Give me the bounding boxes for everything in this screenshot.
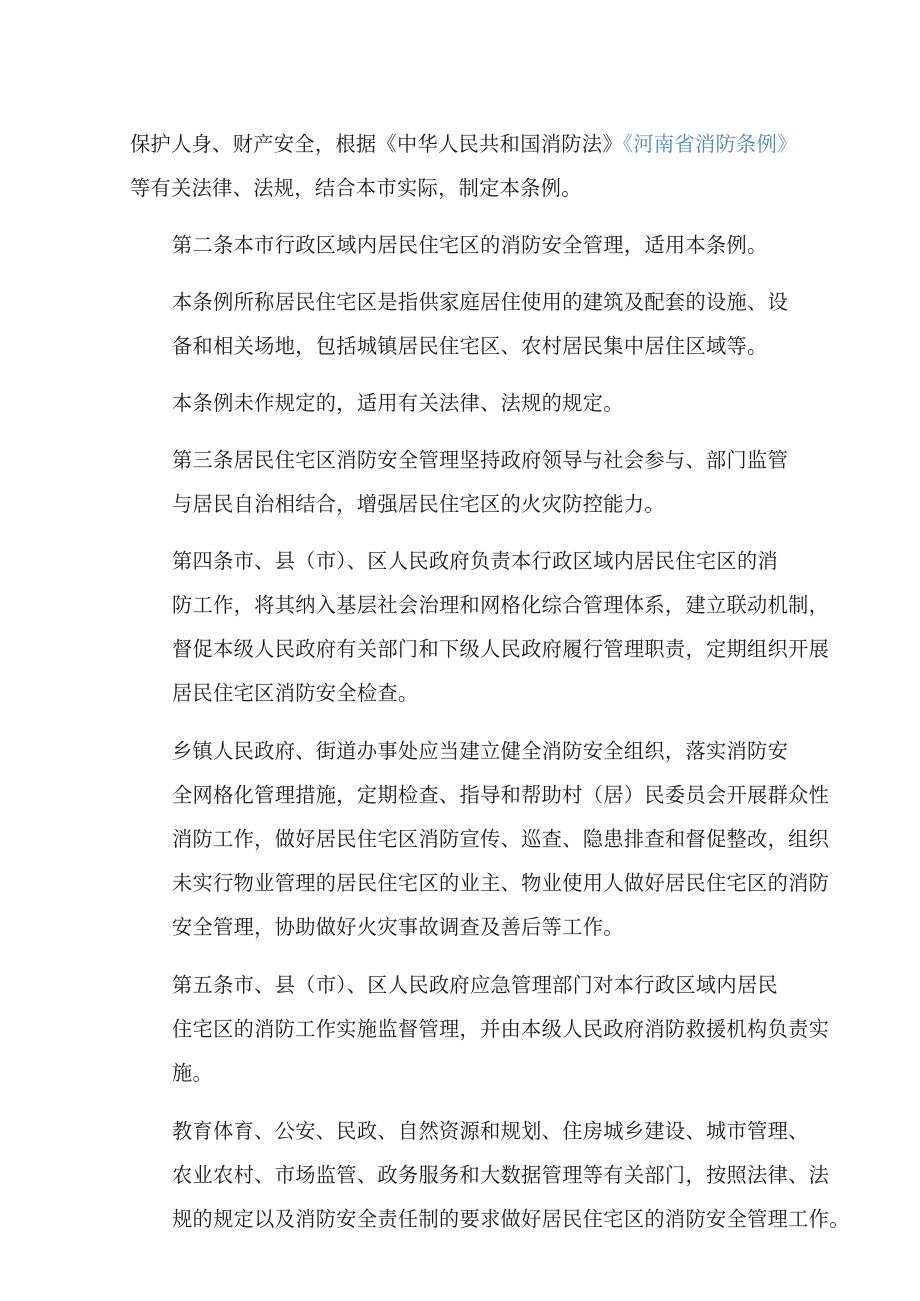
text-line: 住宅区的消防工作实施监督管理，并由本级人民政府消防救援机构负责实 <box>172 1017 830 1041</box>
text-line: 督促本级人民政府有关部门和下级人民政府履行管理职责，定期组织开展 <box>172 637 830 661</box>
text-line: 本条例所称居民住宅区是指供家庭居住使用的建筑及配套的设施、设 <box>172 290 789 314</box>
township-duty-paragraph <box>130 729 830 949</box>
text-line: 第五条市、县（市）、区人民政府应急管理部门对本行政区域内居民 <box>172 973 779 997</box>
document-body <box>130 122 850 1241</box>
text-line: 消防工作，做好居民住宅区消防宣传、巡查、隐患排查和督促整改，组织 <box>172 827 830 851</box>
text-line: 本条例未作规定的，适用有关法律、法规的规定。 <box>172 391 624 415</box>
supplementary-paragraph <box>130 381 795 425</box>
paragraph-continuation <box>130 122 798 210</box>
text-line: 第三条居民住宅区消防安全管理坚持政府领导与社会参与、部门监管 <box>172 448 789 472</box>
text-line: 等有关法律、法规，结合本市实际，制定本条例。 <box>130 176 582 200</box>
text-line: 乡镇人民政府、街道办事处应当建立健全消防安全组织，落实消防安 <box>172 739 789 763</box>
text-line: 居民住宅区消防安全检查。 <box>172 681 419 705</box>
text-line: 备和相关场地，包括城镇居民住宅区、农村居民集中居住区域等。 <box>172 334 768 358</box>
article-4-paragraph <box>130 539 830 715</box>
text-line: 全网格化管理措施，定期检查、指导和帮助村（居）民委员会开展群众性 <box>172 783 830 807</box>
article-3-paragraph <box>130 438 795 526</box>
regulation-link[interactable]: 《河南省消防条例》 <box>622 132 798 156</box>
text-line: 第二条本市行政区域内居民住宅区的消防安全管理，适用本条例。 <box>172 233 768 257</box>
text-line: 施。 <box>172 1061 214 1085</box>
text-line: 未实行物业管理的居民住宅区的业主、物业使用人做好居民住宅区的消防 <box>172 871 830 895</box>
text-line: 教育体育、公安、民政、自然资源和规划、住房城乡建设、城市管理、 <box>172 1119 809 1143</box>
article-5-paragraph <box>130 963 830 1095</box>
text-line: 第四条市、县（市）、区人民政府负责本行政区域内居民住宅区的消 <box>172 549 779 573</box>
article-2-paragraph <box>130 223 795 267</box>
text-line: 农业农村、市场监管、政务服务和大数据管理等有关部门，按照法律、法 <box>172 1163 830 1187</box>
departments-paragraph <box>130 1109 850 1241</box>
text-segment: 保护人身、财产安全，根据《中华人民共和国消防法》 <box>130 132 623 156</box>
text-line: 防工作，将其纳入基层社会治理和网格化综合管理体系，建立联动机制， <box>172 593 830 617</box>
text-line: 与居民自治相结合，增强居民住宅区的火灾防控能力。 <box>172 492 665 516</box>
text-line: 规的规定以及消防安全责任制的要求做好居民住宅区的消防安全管理工作。 <box>172 1207 850 1231</box>
definition-paragraph <box>130 280 795 368</box>
text-line: 安全管理，协助做好火灾事故调查及善后等工作。 <box>172 915 624 939</box>
text-line <box>130 122 798 166</box>
